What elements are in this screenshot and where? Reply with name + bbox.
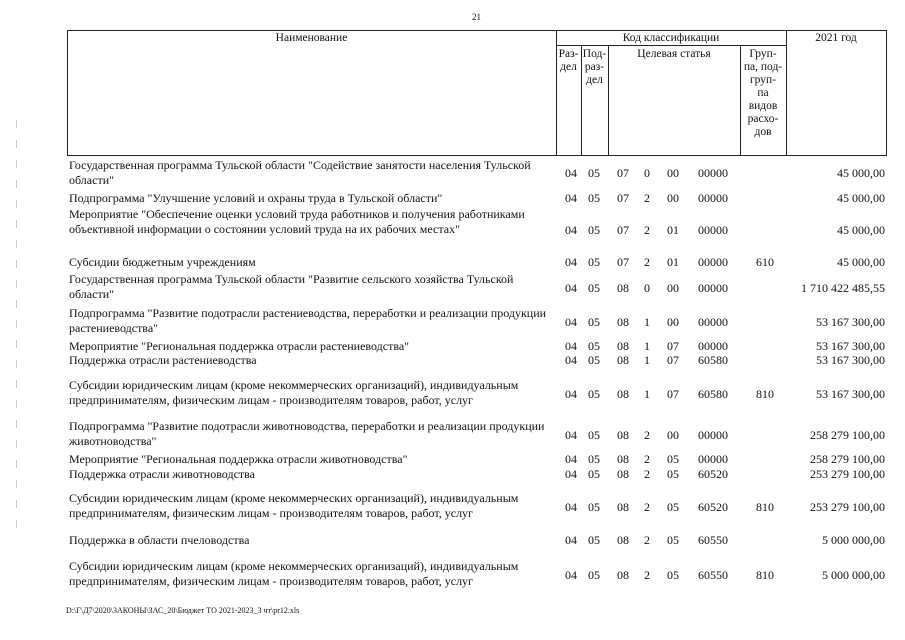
row-target-event: 00 <box>667 428 679 442</box>
row-razdel: 04 <box>565 223 577 237</box>
row-amount: 45 000,00 <box>837 166 885 180</box>
row-target-program: 08 <box>617 500 629 514</box>
header-group-line6: расхо- <box>747 113 779 125</box>
row-razdel: 04 <box>565 568 577 582</box>
table-row <box>0 559 905 591</box>
row-razdel: 04 <box>565 452 577 466</box>
row-target-direction: 00000 <box>698 315 728 329</box>
row-target-direction: 60550 <box>698 533 728 547</box>
row-group: 810 <box>756 500 774 514</box>
table-row <box>0 378 905 410</box>
row-target-program: 08 <box>617 452 629 466</box>
row-name: Поддержка в области пчеловодства <box>69 533 250 547</box>
row-target-event: 05 <box>667 568 679 582</box>
row-name: Мероприятие "Обеспечение оценки условий труда работников и получения работниками объективной информации о состоянии условий труда на их рабочих местах" <box>69 207 525 236</box>
row-target-program: 07 <box>617 223 629 237</box>
row-target-event: 00 <box>667 315 679 329</box>
row-amount: 53 167 300,00 <box>816 339 885 353</box>
header-razdel-line2: дел <box>560 61 577 73</box>
row-podrazdel: 05 <box>588 568 600 582</box>
row-target-event: 07 <box>667 339 679 353</box>
row-target-direction: 00000 <box>698 191 728 205</box>
row-target-event: 07 <box>667 353 679 367</box>
file-path-footer: D:\Г\Д7\2020\ЗАКОНЫ\ЗАС_20\Бюджет ТО 2021-2023_3 чт\pr12.xls <box>66 606 300 615</box>
row-amount: 5 000 000,00 <box>822 568 885 582</box>
row-target-subprogram: 1 <box>644 339 650 353</box>
row-target-program: 07 <box>617 191 629 205</box>
row-target-subprogram: 2 <box>644 568 650 582</box>
row-amount: 53 167 300,00 <box>816 353 885 367</box>
row-razdel: 04 <box>565 315 577 329</box>
row-name: Субсидии бюджетным учреждениям <box>69 255 256 269</box>
header-razdel-line1: Раз- <box>558 48 579 60</box>
row-target-program: 08 <box>617 467 629 481</box>
row-target-program: 08 <box>617 533 629 547</box>
row-podrazdel: 05 <box>588 166 600 180</box>
row-razdel: 04 <box>565 533 577 547</box>
row-amount: 5 000 000,00 <box>822 533 885 547</box>
row-podrazdel: 05 <box>588 533 600 547</box>
row-target-event: 00 <box>667 191 679 205</box>
row-name: Государственная программа Тульской области "Развитие сельского хозяйства Тульской области" <box>69 272 514 301</box>
row-target-subprogram: 2 <box>644 223 650 237</box>
row-target-program: 08 <box>617 281 629 295</box>
row-razdel: 04 <box>565 339 577 353</box>
row-name: Подпрограмма "Развитие подотрасли животноводства, переработки и реализации продукции животноводства" <box>69 419 545 448</box>
row-target-event: 00 <box>667 166 679 180</box>
row-razdel: 04 <box>565 166 577 180</box>
header-group-line4: па <box>757 87 769 99</box>
row-target-event: 05 <box>667 452 679 466</box>
row-podrazdel: 05 <box>588 500 600 514</box>
row-target-direction: 00000 <box>698 255 728 269</box>
header-podrazdel-line1: Под- <box>582 48 607 60</box>
header-group-line5: видов <box>748 100 778 112</box>
row-name: Субсидии юридическим лицам (кроме некоммерческих организаций), индивидуальным предпринимателям, физическим лицам - производителям товаров, работ, услуг <box>69 559 519 588</box>
row-target-direction: 00000 <box>698 166 728 180</box>
row-group: 810 <box>756 387 774 401</box>
row-target-direction: 00000 <box>698 281 728 295</box>
row-target-direction: 60580 <box>698 387 728 401</box>
table-row <box>0 272 905 304</box>
table-row <box>0 533 905 548</box>
row-group: 810 <box>756 568 774 582</box>
row-target-direction: 60520 <box>698 467 728 481</box>
row-target-direction: 60520 <box>698 500 728 514</box>
row-target-event: 05 <box>667 533 679 547</box>
row-target-direction: 00000 <box>698 223 728 237</box>
row-target-direction: 60580 <box>698 353 728 367</box>
row-name: Субсидии юридическим лицам (кроме некоммерческих организаций), индивидуальным предпринимателям, физическим лицам - производителям товаров, работ, услуг <box>69 378 519 407</box>
row-podrazdel: 05 <box>588 315 600 329</box>
table-row <box>0 158 905 188</box>
row-name: Подпрограмма "Развитие подотрасли растениеводства, переработки и реализации продукции растениеводства" <box>69 306 547 335</box>
row-target-program: 08 <box>617 353 629 367</box>
row-name: Мероприятие "Региональная поддержка отрасли растениеводства" <box>69 339 410 353</box>
row-amount: 253 279 100,00 <box>810 500 885 514</box>
row-target-subprogram: 2 <box>644 255 650 269</box>
row-target-program: 07 <box>617 166 629 180</box>
row-target-subprogram: 0 <box>644 281 650 295</box>
table-row <box>0 339 905 354</box>
row-podrazdel: 05 <box>588 428 600 442</box>
row-name: Субсидии юридическим лицам (кроме некоммерческих организаций), индивидуальным предпринимателям, физическим лицам - производителям товаров, работ, услуг <box>69 491 519 520</box>
row-amount: 1 710 422 485,55 <box>801 281 885 295</box>
row-name: Мероприятие "Региональная поддержка отрасли животноводства" <box>69 452 408 466</box>
row-razdel: 04 <box>565 255 577 269</box>
header-group <box>740 48 786 139</box>
row-amount: 258 279 100,00 <box>810 428 885 442</box>
row-name: Поддержка отрасли растениеводства <box>69 353 257 367</box>
row-amount: 45 000,00 <box>837 191 885 205</box>
header-podrazdel <box>581 48 608 87</box>
row-razdel: 04 <box>565 353 577 367</box>
row-target-program: 08 <box>617 568 629 582</box>
row-razdel: 04 <box>565 467 577 481</box>
row-podrazdel: 05 <box>588 467 600 481</box>
row-target-subprogram: 2 <box>644 500 650 514</box>
header-podrazdel-line3: дел <box>586 74 603 86</box>
row-amount: 253 279 100,00 <box>810 467 885 481</box>
page-number: 21 <box>472 12 481 22</box>
row-target-subprogram: 2 <box>644 467 650 481</box>
row-podrazdel: 05 <box>588 353 600 367</box>
row-name: Поддержка отрасли животноводства <box>69 467 255 481</box>
row-target-direction: 00000 <box>698 339 728 353</box>
header-code: Код классификации <box>622 32 720 44</box>
row-name: Государственная программа Тульской области "Содействие занятости населения Тульской области" <box>69 158 531 187</box>
table-row <box>0 207 905 253</box>
row-podrazdel: 05 <box>588 223 600 237</box>
table-row <box>0 419 905 451</box>
row-target-subprogram: 2 <box>644 452 650 466</box>
row-razdel: 04 <box>565 281 577 295</box>
header-group-line7: дов <box>754 126 772 138</box>
row-target-event: 01 <box>667 223 679 237</box>
row-podrazdel: 05 <box>588 339 600 353</box>
row-razdel: 04 <box>565 387 577 401</box>
row-target-event: 00 <box>667 281 679 295</box>
row-target-subprogram: 2 <box>644 428 650 442</box>
row-amount: 258 279 100,00 <box>810 452 885 466</box>
row-target-subprogram: 1 <box>644 315 650 329</box>
row-podrazdel: 05 <box>588 191 600 205</box>
header-podrazdel-line2: раз- <box>584 61 605 73</box>
header-razdel <box>556 48 581 74</box>
table-row <box>0 491 905 523</box>
table-row <box>0 255 905 270</box>
row-podrazdel: 05 <box>588 452 600 466</box>
header-group-line3: груп- <box>749 74 777 86</box>
row-target-event: 07 <box>667 387 679 401</box>
header-target: Целевая статья <box>637 48 711 60</box>
row-amount: 53 167 300,00 <box>816 315 885 329</box>
row-target-subprogram: 1 <box>644 387 650 401</box>
row-name: Подпрограмма "Улучшение условий и охраны труда в Тульской области" <box>69 191 443 205</box>
row-target-subprogram: 2 <box>644 191 650 205</box>
row-razdel: 04 <box>565 428 577 442</box>
row-amount: 45 000,00 <box>837 223 885 237</box>
row-razdel: 04 <box>565 500 577 514</box>
row-amount: 45 000,00 <box>837 255 885 269</box>
row-target-direction: 00000 <box>698 428 728 442</box>
row-group: 610 <box>756 255 774 269</box>
row-razdel: 04 <box>565 191 577 205</box>
row-target-event: 05 <box>667 500 679 514</box>
table-row <box>0 353 905 368</box>
row-target-direction: 60550 <box>698 568 728 582</box>
row-podrazdel: 05 <box>588 255 600 269</box>
row-target-program: 08 <box>617 315 629 329</box>
header-year: 2021 год <box>815 32 857 44</box>
table-row <box>0 452 905 467</box>
header-group-line1: Груп- <box>749 48 777 60</box>
row-podrazdel: 05 <box>588 387 600 401</box>
row-target-subprogram: 0 <box>644 166 650 180</box>
row-target-program: 08 <box>617 339 629 353</box>
row-podrazdel: 05 <box>588 281 600 295</box>
table-row <box>0 191 905 206</box>
row-amount: 53 167 300,00 <box>816 387 885 401</box>
header-name: Наименование <box>275 32 348 44</box>
row-target-event: 01 <box>667 255 679 269</box>
table-row <box>0 306 905 338</box>
header-group-line2: па, под- <box>743 61 783 73</box>
row-target-program: 08 <box>617 387 629 401</box>
row-target-subprogram: 2 <box>644 533 650 547</box>
table-row <box>0 467 905 482</box>
row-target-program: 07 <box>617 255 629 269</box>
row-target-direction: 00000 <box>698 452 728 466</box>
row-target-program: 08 <box>617 428 629 442</box>
row-target-event: 05 <box>667 467 679 481</box>
row-target-subprogram: 1 <box>644 353 650 367</box>
